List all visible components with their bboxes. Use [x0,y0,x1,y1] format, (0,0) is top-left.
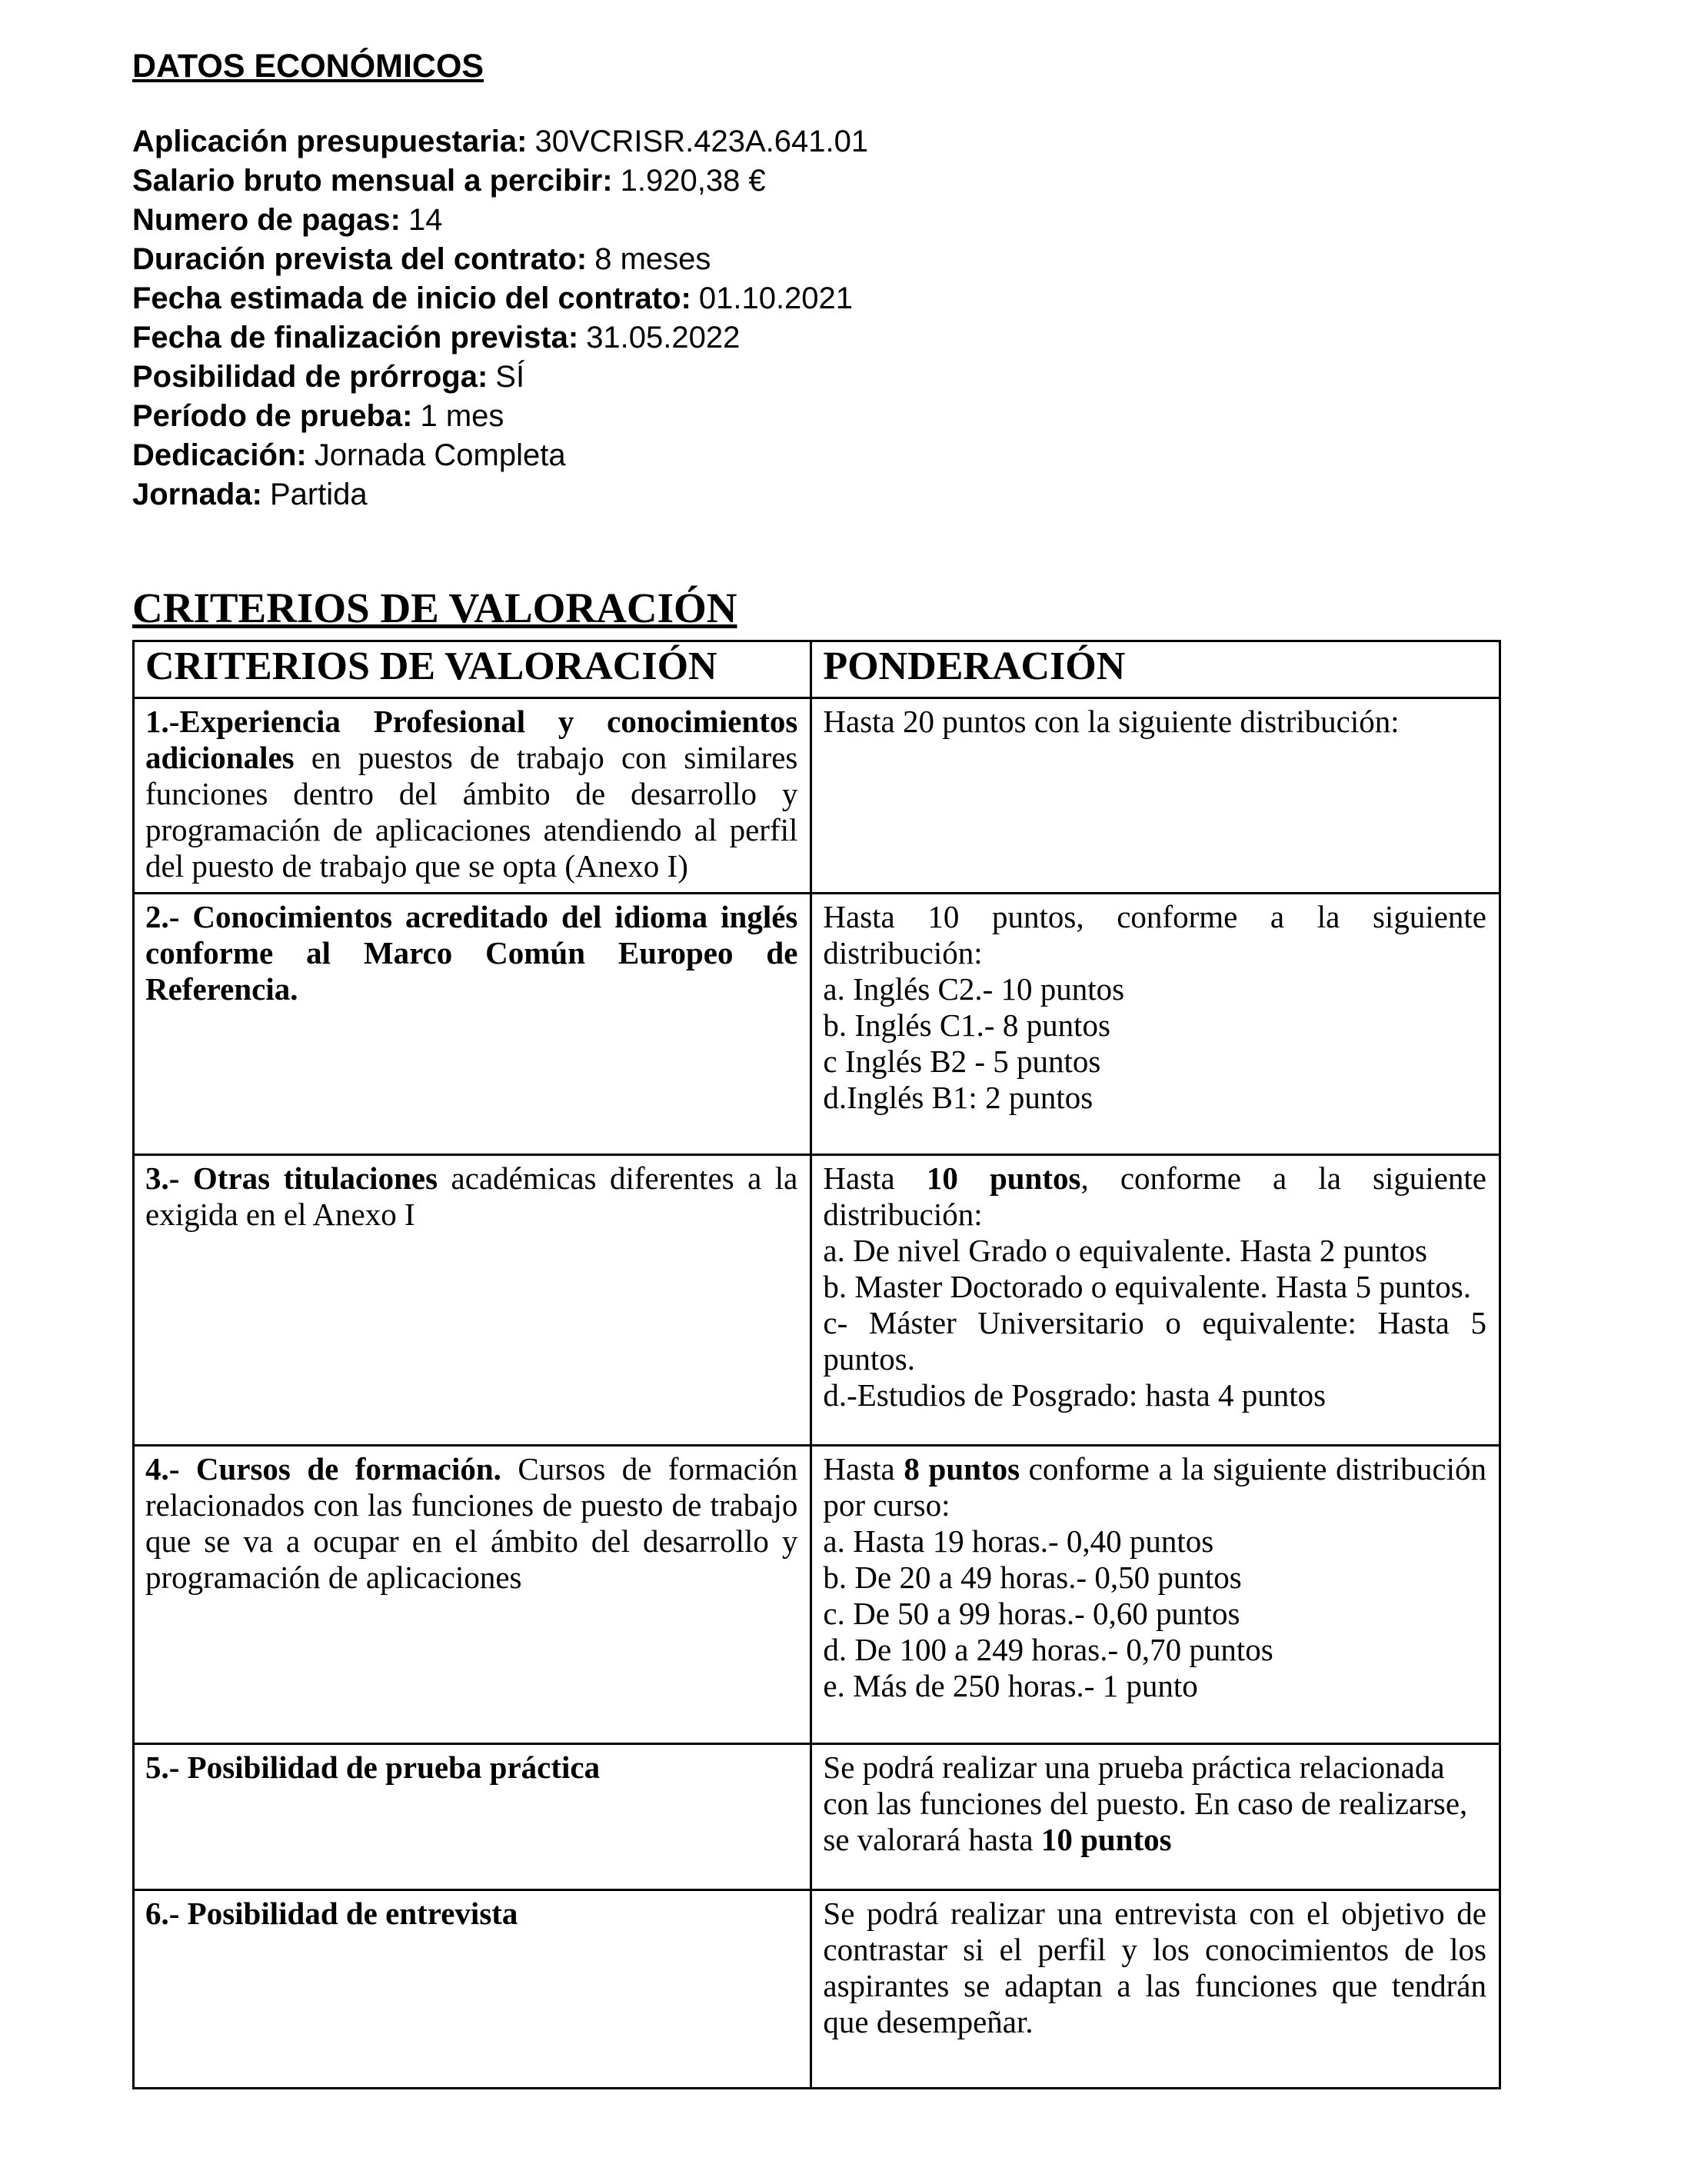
criteria-table-row [134,1154,1500,1445]
criteria-table-body [134,697,1500,2088]
field-value: SÍ [495,360,525,394]
field-label: Duración prevista del contrato: [132,242,588,276]
criteria-column-header: CRITERIOS DE VALORACIÓN [134,641,811,697]
field-line [132,397,1501,436]
ponderacion-text: c- Máster Universitario o equivalente: Hasta 5 puntos. [823,1304,1486,1377]
criteria-table-row [134,1743,1500,1889]
ponderacion-text: d.-Estudios de Posgrado: hasta 4 puntos [823,1377,1327,1413]
field-label: Numero de pagas: [132,203,401,237]
field-label: Jornada: [132,478,262,511]
ponderacion-text: d. De 100 a 249 horas.- 0,70 puntos [823,1631,1273,1667]
ponderacion-text: a. Inglés C2.- 10 puntos [823,970,1125,1007]
criterion-text: 4.- Cursos de formación. Cursos de formación relacionados con las funciones de puesto de trabajo que se va a ocupar en el ámbito del desarrollo y programación de aplicaciones [145,1450,798,1595]
criterion-text: 3.- Otras titulaciones académicas diferentes a la exigida en el Anexo I [145,1160,798,1232]
field-value: 8 meses [594,242,711,276]
field-line [132,475,1501,514]
criteria-table [132,640,1501,2089]
ponderacion-text: Se podrá realizar una entrevista con el objetivo de contrastar si el perfil y los conocimientos de los aspirantes se adaptan a las funciones que tendrán que desempeñar. [823,1895,1486,2039]
field-line [132,318,1501,358]
field-line [132,436,1501,475]
doc-title: DATOS ECONÓMICOS [132,48,484,85]
field-line [132,358,1501,397]
criteria-table-row [134,1889,1500,2088]
field-label: Salario bruto mensual a percibir: [132,164,613,198]
field-value: 14 [408,203,443,237]
criterion-text: 1.-Experiencia Profesional y conocimientos adicionales en puestos de trabajo con similares funciones dentro del ámbito de desarrollo y programación de aplicaciones atendiendo al perfil del puesto de trabajo que se opta (Anexo I) [145,703,798,884]
field-label: Dedicación: [132,438,307,472]
criterion-text: 6.- Posibilidad de entrevista [145,1895,518,1931]
field-value: Partida [269,478,368,511]
ponderacion-text: Se podrá realizar una prueba práctica relacionada con las funciones del puesto. En caso de realizarse, se valorará hasta 10 puntos [823,1749,1468,1857]
field-value: 31.05.2022 [586,321,741,355]
field-label: Posibilidad de prórroga: [132,360,488,394]
criterion-cell [134,1889,811,2088]
field-label: Fecha de finalización prevista: [132,321,579,355]
criteria-table-row [134,893,1500,1154]
ponderacion-column-header: PONDERACIÓN [811,641,1500,697]
ponderacion-text: e. Más de 250 horas.- 1 punto [823,1667,1198,1703]
criteria-section-heading: CRITERIOS DE VALORACIÓN [132,584,737,631]
ponderacion-text: b. Master Doctorado o equivalente. Hasta 5 puntos. [823,1268,1471,1304]
field-line [132,279,1501,318]
ponderacion-text: Hasta 10 puntos, conforme a la siguiente distribución: [823,898,1486,970]
field-label: Aplicación presupuestaria: [132,125,528,158]
criterion-text: 2.- Conocimientos acreditado del idioma inglés conforme al Marco Común Europeo de Referencia. [145,898,798,1007]
criterion-cell [134,697,811,893]
criteria-table-header-row [134,641,1500,697]
field-line [132,201,1501,240]
ponderacion-text: Hasta 20 puntos con la siguiente distribución: [823,703,1400,739]
criterion-text: 5.- Posibilidad de prueba práctica [145,1749,601,1785]
ponderacion-text: c. De 50 a 99 horas.- 0,60 puntos [823,1595,1240,1631]
ponderacion-text: c Inglés B2 - 5 puntos [823,1043,1101,1079]
criterion-cell [134,893,811,1154]
ponderacion-text: b. De 20 a 49 horas.- 0,50 puntos [823,1559,1242,1595]
criteria-table-row [134,697,1500,893]
criteria-table-head [134,641,1500,697]
ponderacion-cell [811,697,1500,893]
field-value: 30VCRISR.423A.641.01 [534,125,869,158]
criterion-cell [134,1154,811,1445]
criterion-cell [134,1743,811,1889]
ponderacion-cell [811,1154,1500,1445]
ponderacion-text: Hasta 8 puntos conforme a la siguiente distribución por curso: [823,1450,1487,1523]
ponderacion-text: b. Inglés C1.- 8 puntos [823,1007,1110,1043]
ponderacion-cell [811,893,1500,1154]
field-label: Fecha estimada de inicio del contrato: [132,281,691,315]
field-value: 1.920,38 € [620,164,766,198]
field-value: 1 mes [420,399,504,433]
ponderacion-cell [811,1743,1500,1889]
field-line [132,161,1501,201]
ponderacion-cell [811,1445,1500,1743]
ponderacion-text: d.Inglés B1: 2 puntos [823,1079,1094,1115]
economic-data-fields [132,122,1501,514]
ponderacion-text: a. De nivel Grado o equivalente. Hasta 2 puntos [823,1232,1427,1268]
field-label: Período de prueba: [132,399,413,433]
ponderacion-text: a. Hasta 19 horas.- 0,40 puntos [823,1523,1214,1559]
ponderacion-cell [811,1889,1500,2088]
field-line [132,240,1501,279]
criterion-cell [134,1445,811,1743]
field-line [132,122,1501,161]
field-value: Jornada Completa [314,438,566,472]
criteria-table-row [134,1445,1500,1743]
field-value: 01.10.2021 [698,281,854,315]
ponderacion-text: Hasta 10 puntos, conforme a la siguiente distribución: [823,1160,1487,1232]
